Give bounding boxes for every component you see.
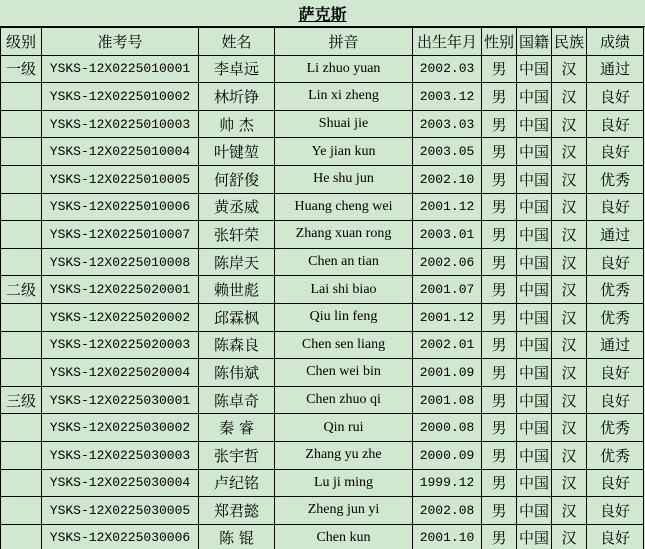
table-row (1, 276, 644, 304)
cell-grade[interactable]: 良好 (587, 386, 644, 414)
cell-grade[interactable]: 优秀 (587, 165, 644, 193)
cell-name[interactable]: 帅 杰 (199, 110, 275, 138)
cell-pinyin[interactable]: Zhang xuan rong (275, 221, 413, 249)
cell-gender[interactable]: 男 (482, 83, 517, 111)
cell-birth[interactable]: 2003.01 (413, 221, 482, 249)
cell-level[interactable] (1, 359, 42, 387)
results-table (0, 27, 644, 549)
cell-birth[interactable]: 2003.05 (413, 138, 482, 166)
cell-name[interactable]: 林圻铮 (199, 83, 275, 111)
cell-birth[interactable]: 2001.12 (413, 303, 482, 331)
header-pinyin[interactable]: 拼音 (275, 28, 413, 56)
cell-grade[interactable]: 良好 (587, 193, 644, 221)
cell-level[interactable] (1, 441, 42, 469)
cell-gender[interactable]: 男 (482, 276, 517, 304)
cell-level[interactable] (1, 248, 42, 276)
cell-level[interactable] (1, 497, 42, 525)
cell-ethnicity[interactable]: 汉 (552, 524, 587, 549)
cell-grade[interactable]: 良好 (587, 469, 644, 497)
cell-ethnicity[interactable]: 汉 (552, 138, 587, 166)
cell-grade[interactable]: 良好 (587, 248, 644, 276)
table-row (1, 359, 644, 387)
cell-gender[interactable]: 男 (482, 55, 517, 83)
header-name[interactable]: 姓名 (199, 28, 275, 56)
table-row (1, 303, 644, 331)
cell-name[interactable]: 何舒俊 (199, 165, 275, 193)
cell-nationality[interactable]: 中国 (517, 524, 552, 549)
cell-name[interactable]: 李卓远 (199, 55, 275, 83)
table-row (1, 110, 644, 138)
cell-birth[interactable]: 2003.03 (413, 110, 482, 138)
cell-grade[interactable]: 优秀 (587, 441, 644, 469)
cell-ethnicity[interactable]: 汉 (552, 441, 587, 469)
cell-name[interactable]: 张轩荣 (199, 221, 275, 249)
cell-ethnicity[interactable]: 汉 (552, 165, 587, 193)
table-row (1, 165, 644, 193)
cell-birth[interactable]: 2000.08 (413, 414, 482, 442)
cell-gender[interactable]: 男 (482, 193, 517, 221)
cell-pinyin[interactable]: Chen an tian (275, 248, 413, 276)
cell-nationality[interactable]: 中国 (517, 276, 552, 304)
cell-name[interactable]: 陈卓奇 (199, 386, 275, 414)
header-ethnicity[interactable]: 民族 (552, 28, 587, 56)
cell-pinyin[interactable]: Zheng jun yi (275, 497, 413, 525)
cell-gender[interactable]: 男 (482, 248, 517, 276)
cell-nationality[interactable]: 中国 (517, 331, 552, 359)
header-exam-id[interactable]: 准考号 (42, 28, 199, 56)
header-level[interactable]: 级别 (1, 28, 42, 56)
cell-nationality[interactable]: 中国 (517, 497, 552, 525)
cell-nationality[interactable]: 中国 (517, 165, 552, 193)
cell-gender[interactable]: 男 (482, 331, 517, 359)
cell-birth[interactable]: 2002.06 (413, 248, 482, 276)
cell-birth[interactable]: 2002.08 (413, 497, 482, 525)
cell-level[interactable]: 三级 (1, 386, 42, 414)
table-row (1, 83, 644, 111)
cell-pinyin[interactable]: Chen kun (275, 524, 413, 549)
table-row (1, 441, 644, 469)
cell-level[interactable]: 一级 (1, 55, 42, 83)
table-row (1, 55, 644, 83)
cell-level[interactable] (1, 469, 42, 497)
cell-exam-id[interactable]: YSKS-12X0225020003 (42, 331, 199, 359)
cell-gender[interactable]: 男 (482, 303, 517, 331)
cell-exam-id[interactable]: YSKS-12X0225030004 (42, 469, 199, 497)
cell-ethnicity[interactable]: 汉 (552, 414, 587, 442)
cell-exam-id[interactable]: YSKS-12X0225030005 (42, 497, 199, 525)
table-row (1, 497, 644, 525)
header-row (1, 28, 644, 56)
cell-ethnicity[interactable]: 汉 (552, 221, 587, 249)
cell-name[interactable]: 陈 锟 (199, 524, 275, 549)
cell-exam-id[interactable]: YSKS-12X0225010004 (42, 138, 199, 166)
cell-nationality[interactable]: 中国 (517, 138, 552, 166)
cell-pinyin[interactable]: Li zhuo yuan (275, 55, 413, 83)
cell-gender[interactable]: 男 (482, 469, 517, 497)
cell-name[interactable]: 叶键堃 (199, 138, 275, 166)
cell-ethnicity[interactable]: 汉 (552, 248, 587, 276)
cell-pinyin[interactable]: Qiu lin feng (275, 303, 413, 331)
cell-ethnicity[interactable]: 汉 (552, 193, 587, 221)
cell-nationality[interactable]: 中国 (517, 359, 552, 387)
cell-pinyin[interactable]: Lin xi zheng (275, 83, 413, 111)
sheet-title: 萨克斯 (0, 0, 645, 27)
cell-level[interactable]: 二级 (1, 276, 42, 304)
cell-exam-id[interactable]: YSKS-12X0225010008 (42, 248, 199, 276)
cell-ethnicity[interactable]: 汉 (552, 83, 587, 111)
cell-ethnicity[interactable]: 汉 (552, 276, 587, 304)
cell-ethnicity[interactable]: 汉 (552, 303, 587, 331)
cell-exam-id[interactable]: YSKS-12X0225030003 (42, 441, 199, 469)
cell-pinyin[interactable]: Chen wei bin (275, 359, 413, 387)
cell-level[interactable] (1, 83, 42, 111)
cell-grade[interactable]: 良好 (587, 83, 644, 111)
cell-gender[interactable]: 男 (482, 524, 517, 549)
cell-level[interactable] (1, 138, 42, 166)
cell-gender[interactable]: 男 (482, 386, 517, 414)
cell-grade[interactable]: 优秀 (587, 276, 644, 304)
cell-level[interactable] (1, 110, 42, 138)
cell-pinyin[interactable]: Zhang yu zhe (275, 441, 413, 469)
table-row (1, 138, 644, 166)
cell-grade[interactable]: 通过 (587, 221, 644, 249)
cell-gender[interactable]: 男 (482, 165, 517, 193)
cell-birth[interactable]: 2002.10 (413, 165, 482, 193)
cell-level[interactable] (1, 303, 42, 331)
cell-ethnicity[interactable]: 汉 (552, 110, 587, 138)
cell-exam-id[interactable]: YSKS-12X0225030002 (42, 414, 199, 442)
cell-name[interactable]: 陈岸天 (199, 248, 275, 276)
cell-grade[interactable]: 良好 (587, 110, 644, 138)
table-row (1, 469, 644, 497)
cell-name[interactable]: 郑君懿 (199, 497, 275, 525)
cell-gender[interactable]: 男 (482, 110, 517, 138)
cell-name[interactable]: 赖世彪 (199, 276, 275, 304)
cell-gender[interactable]: 男 (482, 414, 517, 442)
cell-nationality[interactable]: 中国 (517, 55, 552, 83)
cell-nationality[interactable]: 中国 (517, 469, 552, 497)
cell-nationality[interactable]: 中国 (517, 221, 552, 249)
table-row (1, 248, 644, 276)
table-row (1, 386, 644, 414)
cell-pinyin[interactable]: Chen sen liang (275, 331, 413, 359)
cell-grade[interactable]: 良好 (587, 359, 644, 387)
cell-birth[interactable]: 2001.09 (413, 359, 482, 387)
cell-exam-id[interactable]: YSKS-12X0225020002 (42, 303, 199, 331)
cell-name[interactable]: 张宇哲 (199, 441, 275, 469)
cell-level[interactable] (1, 221, 42, 249)
cell-name[interactable]: 卢纪铭 (199, 469, 275, 497)
cell-grade[interactable]: 优秀 (587, 414, 644, 442)
table-row (1, 331, 644, 359)
cell-exam-id[interactable]: YSKS-12X0225010002 (42, 83, 199, 111)
table-row (1, 193, 644, 221)
cell-exam-id[interactable]: YSKS-12X0225010005 (42, 165, 199, 193)
cell-level[interactable] (1, 193, 42, 221)
table-body (1, 55, 644, 549)
cell-nationality[interactable]: 中国 (517, 441, 552, 469)
cell-exam-id[interactable]: YSKS-12X0225010007 (42, 221, 199, 249)
cell-name[interactable]: 秦 睿 (199, 414, 275, 442)
cell-level[interactable] (1, 165, 42, 193)
cell-exam-id[interactable]: YSKS-12X0225010001 (42, 55, 199, 83)
table-row (1, 524, 644, 549)
cell-birth[interactable]: 2001.07 (413, 276, 482, 304)
cell-grade[interactable]: 良好 (587, 138, 644, 166)
cell-grade[interactable]: 良好 (587, 497, 644, 525)
cell-pinyin[interactable]: Huang cheng wei (275, 193, 413, 221)
cell-ethnicity[interactable]: 汉 (552, 497, 587, 525)
cell-level[interactable] (1, 524, 42, 549)
cell-nationality[interactable]: 中国 (517, 386, 552, 414)
cell-exam-id[interactable]: YSKS-12X0225010003 (42, 110, 199, 138)
cell-name[interactable]: 邱霖枫 (199, 303, 275, 331)
cell-nationality[interactable]: 中国 (517, 83, 552, 111)
cell-gender[interactable]: 男 (482, 221, 517, 249)
table-row (1, 414, 644, 442)
cell-birth[interactable]: 2000.09 (413, 441, 482, 469)
header-birth[interactable]: 出生年月 (413, 28, 482, 56)
cell-birth[interactable]: 2001.12 (413, 193, 482, 221)
header-gender[interactable]: 性别 (482, 28, 517, 56)
cell-ethnicity[interactable]: 汉 (552, 359, 587, 387)
cell-grade[interactable]: 良好 (587, 524, 644, 549)
cell-pinyin[interactable]: Lu ji ming (275, 469, 413, 497)
cell-grade[interactable]: 通过 (587, 331, 644, 359)
cell-ethnicity[interactable]: 汉 (552, 469, 587, 497)
cell-pinyin[interactable]: Ye jian kun (275, 138, 413, 166)
header-grade[interactable]: 成绩 (587, 28, 644, 56)
cell-birth[interactable]: 2003.12 (413, 83, 482, 111)
cell-gender[interactable]: 男 (482, 359, 517, 387)
cell-birth[interactable]: 1999.12 (413, 469, 482, 497)
cell-nationality[interactable]: 中国 (517, 414, 552, 442)
cell-nationality[interactable]: 中国 (517, 303, 552, 331)
cell-exam-id[interactable]: YSKS-12X0225030006 (42, 524, 199, 549)
cell-birth[interactable]: 2001.10 (413, 524, 482, 549)
cell-exam-id[interactable]: YSKS-12X0225010006 (42, 193, 199, 221)
cell-ethnicity[interactable]: 汉 (552, 55, 587, 83)
cell-nationality[interactable]: 中国 (517, 193, 552, 221)
cell-gender[interactable]: 男 (482, 138, 517, 166)
cell-name[interactable]: 陈伟斌 (199, 359, 275, 387)
cell-ethnicity[interactable]: 汉 (552, 331, 587, 359)
cell-pinyin[interactable]: He shu jun (275, 165, 413, 193)
cell-level[interactable] (1, 414, 42, 442)
cell-birth[interactable]: 2002.03 (413, 55, 482, 83)
cell-gender[interactable]: 男 (482, 441, 517, 469)
cell-exam-id[interactable]: YSKS-12X0225030001 (42, 386, 199, 414)
cell-gender[interactable]: 男 (482, 497, 517, 525)
cell-pinyin[interactable]: Lai shi biao (275, 276, 413, 304)
cell-pinyin[interactable]: Chen zhuo qi (275, 386, 413, 414)
cell-grade[interactable]: 通过 (587, 55, 644, 83)
cell-exam-id[interactable]: YSKS-12X0225020004 (42, 359, 199, 387)
cell-name[interactable]: 陈森良 (199, 331, 275, 359)
cell-nationality[interactable]: 中国 (517, 110, 552, 138)
cell-birth[interactable]: 2002.01 (413, 331, 482, 359)
cell-birth[interactable]: 2001.08 (413, 386, 482, 414)
cell-name[interactable]: 黄丞威 (199, 193, 275, 221)
cell-level[interactable] (1, 331, 42, 359)
header-nationality[interactable]: 国籍 (517, 28, 552, 56)
cell-pinyin[interactable]: Qin rui (275, 414, 413, 442)
cell-pinyin[interactable]: Shuai jie (275, 110, 413, 138)
cell-nationality[interactable]: 中国 (517, 248, 552, 276)
cell-exam-id[interactable]: YSKS-12X0225020001 (42, 276, 199, 304)
cell-grade[interactable]: 优秀 (587, 303, 644, 331)
table-row (1, 221, 644, 249)
cell-ethnicity[interactable]: 汉 (552, 386, 587, 414)
